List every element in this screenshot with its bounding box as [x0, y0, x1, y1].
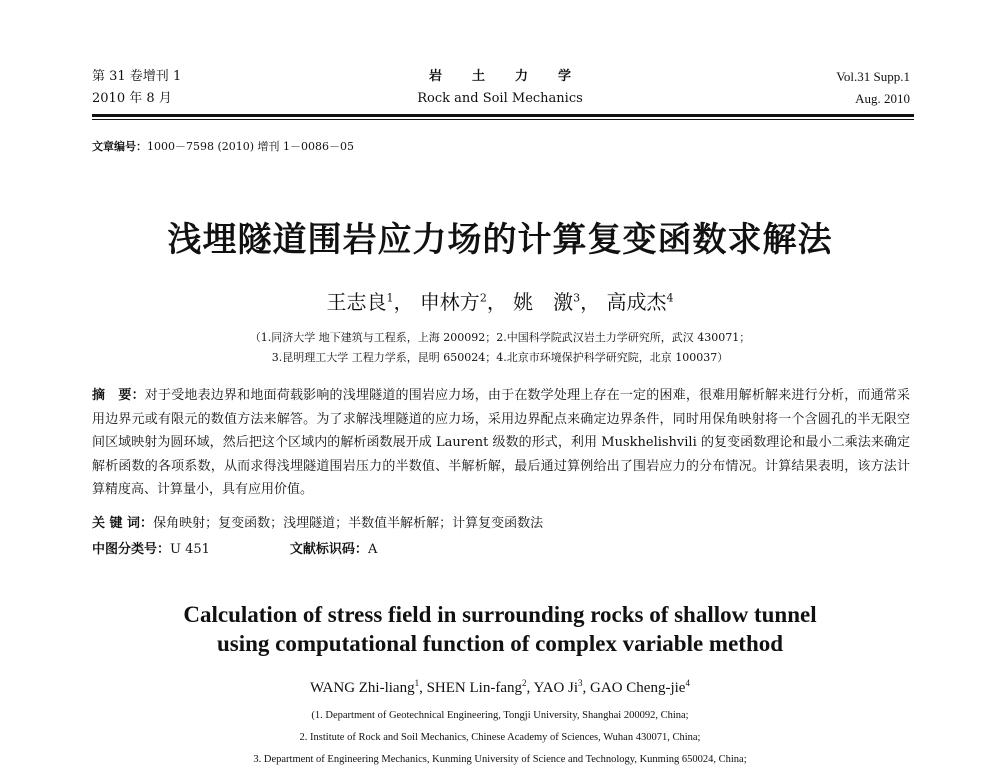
title-en-line1: Calculation of stress field in surrounding rocks of shallow tunnel: [183, 602, 817, 627]
author-sep: ，: [580, 290, 601, 314]
author-cn-affil: 1: [386, 291, 394, 305]
author-en: WANG Zhi-liang: [310, 680, 415, 696]
journal-name-en: Rock and Soil Mechanics: [417, 91, 583, 106]
keywords-text: 保角映射；复变函数；浅埋隧道；半数值半解析解；计算复变函数法: [153, 516, 544, 531]
header-rule-thin: [92, 119, 914, 120]
author-sep: ,: [582, 680, 591, 696]
date-line: 2010 年 8 月: [92, 91, 172, 106]
author-sep: ,: [526, 680, 534, 696]
classification: [92, 538, 377, 557]
date-line-en: Aug. 2010: [855, 91, 910, 106]
article-number-label: 文章编号：: [92, 140, 147, 153]
volume-line: 第 31 卷增刊 1: [92, 69, 182, 84]
journal-volume-info-en: [836, 66, 910, 110]
keywords-label: 关 键 词：: [92, 516, 154, 531]
affiliations-en: [0, 705, 1000, 771]
document-code-label: 文献标识码：: [289, 542, 368, 557]
author-cn: 高成杰: [606, 290, 667, 314]
author-sep: ，: [393, 290, 414, 314]
article-number: [92, 138, 354, 154]
author-en-affil: 1: [414, 678, 420, 688]
journal-name-cn: 岩土力学: [428, 69, 601, 84]
author-cn: 申林方: [419, 290, 480, 314]
author-en: SHEN Lin-fang: [426, 680, 522, 696]
volume-line-en: Vol.31 Supp.1: [836, 69, 910, 84]
classification-value: U 451: [170, 542, 210, 557]
affiliation-en-line: 3. Department of Engineering Mechanics, Kunming University of Science and Technology, Kunming 650024, China;: [253, 754, 747, 765]
author-sep: ，: [486, 290, 507, 314]
document-code-value: A: [367, 542, 378, 557]
classification-label: 中图分类号：: [92, 542, 171, 557]
article-number-value: 1000－7598 (2010) 增刊 1－0086－05: [147, 140, 355, 153]
affiliation-en-line: 2. Institute of Rock and Soil Mechanics, Chinese Academy of Sciences, Wuhan 430071, China;: [299, 732, 701, 743]
author-cn: 姚 激: [513, 290, 574, 314]
affiliations-cn: [0, 328, 1000, 368]
authors-cn: [0, 286, 1000, 315]
author-en-affil: 2: [522, 678, 527, 688]
author-cn-affil: 2: [479, 291, 487, 305]
abstract-text: 对于受地表边界和地面荷载影响的浅埋隧道的围岩应力场，由于在数学处理上存在一定的困难，很难用解析解来进行分析，而通常采用边界元或有限元的数值方法来解答。为了求解浅埋隧道的应力场，采用边界配点来确定边界条件，同时用保角映射将一个含圆孔的半无限空间区域映射为圆环域，然后把这个区域内的解析函数展开成 Laurent 级数的形式，利用 Muskhelishvili 的复变函数理论和最小二乘法来确定解析函数的各项系数，从而求得浅埋隧道围岩压力的半数值、半解析解，最后通过算例给出了围岩应力的分布情况。计算结果表明，该方法计算精度高、计算量小，具有应用价值。: [92, 388, 910, 497]
author-cn-affil: 3: [573, 291, 581, 305]
title-en-line2: using computational function of complex variable method: [216, 631, 784, 656]
author-en: GAO Cheng-jie: [590, 680, 686, 696]
author-sep: ,: [419, 680, 427, 696]
author-en: YAO Ji: [533, 680, 579, 696]
author-en-affil: 4: [685, 678, 690, 688]
title-en: [0, 600, 1000, 658]
header-rule-thick: [92, 114, 914, 117]
abstract-label: 摘 要：: [92, 388, 145, 403]
affiliation-en-line: (1. Department of Geotechnical Engineering, Tongji University, Shanghai 200092, China;: [311, 710, 689, 721]
author-cn: 王志良: [326, 290, 387, 314]
author-en-affil: 3: [578, 678, 583, 688]
author-cn-affil: 4: [666, 291, 674, 305]
authors-en: [0, 678, 1000, 697]
keywords-cn: [92, 512, 543, 531]
page-title: 浅埋隧道围岩应力场的计算复变函数求解法: [167, 220, 833, 260]
abstract-cn: [92, 384, 910, 502]
affiliation-line: 3.昆明理工大学 工程力学系，昆明 650024；4.北京市环境保护科学研究院，北京 100037）: [271, 351, 729, 364]
affiliation-line: （1.同济大学 地下建筑与工程系，上海 200092；2.中国科学院武汉岩土力学研究所，武汉 430071；: [249, 331, 751, 344]
